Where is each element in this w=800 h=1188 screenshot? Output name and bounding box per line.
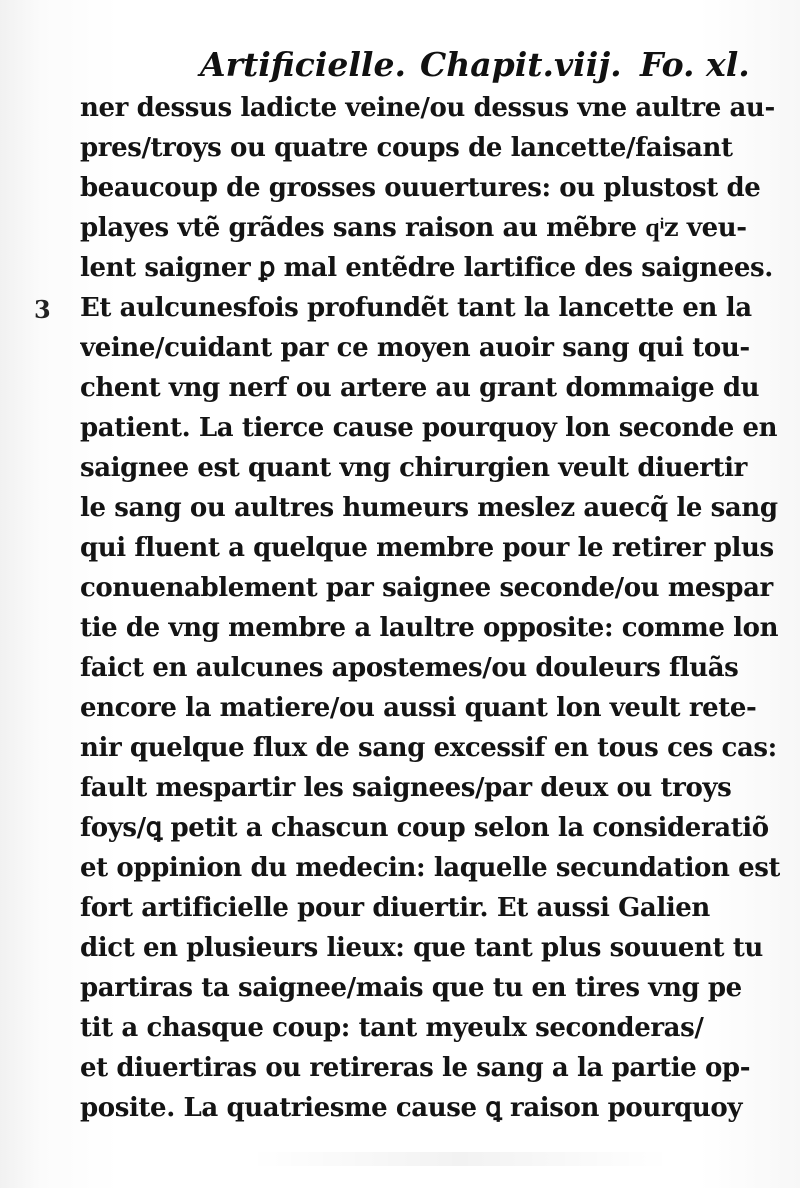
text-line: chent vng nerf ou artere au grant dommaige du: [80, 373, 760, 403]
text-line: et diuertiras ou retireras le sang a la partie op-: [80, 1053, 751, 1083]
text-line: le sang ou aultres humeurs meslez auecq̃ le sang: [80, 493, 778, 523]
text-line: posite. La quatriesme cause ꝗ raison pourquoy: [80, 1093, 743, 1123]
text-line: qui fluent a quelque membre pour le retirer plus: [80, 533, 774, 563]
text-line: patient. La tierce cause pourquoy lon seconde en: [80, 413, 778, 443]
text-line: veine/cuidant par ce moyen auoir sang qui tou-: [80, 333, 750, 363]
text-line: conuenablement par saignee seconde/ou mespar: [80, 573, 773, 603]
text-line: pres/troys ou quatre coups de lancette/faisant: [80, 133, 733, 163]
bleed-through-shadow: [250, 1152, 670, 1166]
text-line: tit a chasque coup: tant myeulx seconderas/: [80, 1013, 704, 1043]
text-line: playes vtẽ grãdes sans raison au mẽbre qͥz veu-: [80, 213, 747, 243]
text-line: saignee est quant vng chirurgien veult diuertir: [80, 453, 747, 483]
running-head: [0, 40, 800, 90]
text-line: et oppinion du medecin: laquelle secundation est: [80, 853, 780, 883]
text-line: tie de vng membre a laultre opposite: comme lon: [80, 613, 779, 643]
running-head-chapter: Chapit.viij.: [420, 45, 622, 84]
text-line: faict en aulcunes apostemes/ou douleurs fluãs: [80, 653, 739, 683]
text-line: ner dessus ladicte veine/ou dessus vne aultre au-: [80, 93, 775, 123]
text-line: beaucoup de grosses ouuertures: ou plustost de: [80, 173, 761, 203]
text-line: fault mespartir les saignees/par deux ou troys: [80, 773, 732, 803]
text-line: partiras ta saignee/mais que tu en tires vng pe: [80, 973, 742, 1003]
text-block: [0, 88, 800, 1148]
text-line: lent saigner ꝑ mal entẽdre lartifice des saignees.: [80, 253, 773, 283]
text-line: nir quelque flux de sang excessif en tous ces cas:: [80, 733, 777, 763]
text-line: dict en plusieurs lieux: que tant plus souuent tu: [80, 933, 763, 963]
text-line: encore la matiere/ou aussi quant lon veult rete-: [80, 693, 757, 723]
running-head-title: Artificielle.: [200, 45, 406, 84]
running-head-folio: Fo. xl.: [640, 45, 750, 84]
marginal-number: 3: [34, 295, 51, 324]
text-line: foys/ꝗ petit a chascun coup selon la consideratiõ: [80, 813, 769, 843]
text-line: fort artificielle pour diuertir. Et aussi Galien: [80, 893, 710, 923]
text-line: Et aulcunesfois profundẽt tant la lancette en la: [80, 293, 752, 323]
